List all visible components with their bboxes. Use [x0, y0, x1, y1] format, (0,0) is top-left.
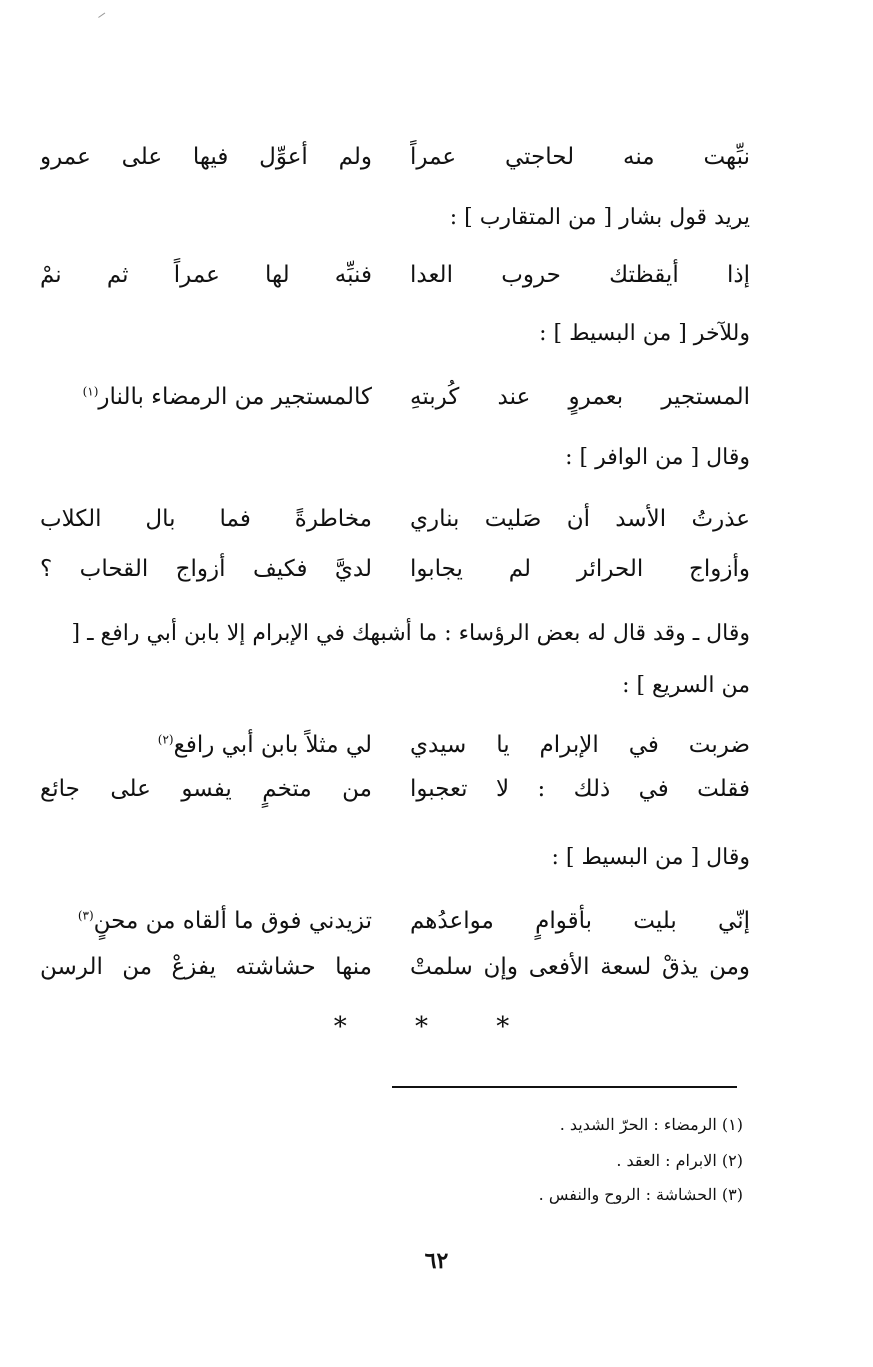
verse-couplet	[40, 374, 750, 420]
prose-intro-paragraph: وقال ـ وقد قال له بعض الرؤساء : ما أشبهك في الإبرام إلا بابن أبي رافع ـ [ من السريع ] :	[71, 621, 750, 698]
verse-second-hemistich-text: لي مثلاً بابن أبي رافع	[173, 732, 372, 758]
prose-intro-line: وقال [ من الوافر ] :	[565, 445, 750, 470]
verse-first-hemistich: ومن يذقْ لسعة الأفعى وإن سلمتْ	[410, 954, 750, 980]
verse-second-hemistich: منها حشاشته يفزعْ من الرسن	[40, 954, 372, 980]
verse-first-hemistich: نبِّهت منه لحاجتي عمراً	[410, 144, 750, 170]
verse-second-hemistich-text: كالمستجير من الرمضاء بالنار	[98, 384, 372, 410]
verse-second-hemistich	[40, 722, 372, 768]
verse-second-hemistich: ولم أعوِّل فيها على عمرو	[40, 144, 372, 170]
section-separator: * * *	[333, 1012, 540, 1042]
verse-couplet	[40, 898, 750, 944]
footnote-divider	[392, 1086, 737, 1088]
verse-couplet	[40, 546, 750, 592]
verse-first-hemistich: ضربت في الإبرام يا سيدي	[410, 732, 750, 758]
footnote-marker: (١)	[82, 384, 99, 399]
verse-first-hemistich: فقلت في ذلك : لا تعجبوا	[410, 776, 750, 802]
verse-couplet	[40, 496, 750, 542]
footnote-marker: (٢)	[157, 732, 174, 747]
prose-intro-line: وقال [ من البسيط ] :	[551, 845, 750, 870]
footnote-item: (١) الرمضاء : الحرّ الشديد .	[559, 1115, 743, 1134]
verse-first-hemistich: عذرتُ الأسد أن صَليت بناري	[410, 506, 750, 532]
footnote-marker: (٣)	[77, 908, 94, 923]
verse-second-hemistich: فنبِّه لها عمراً ثم نمْ	[40, 262, 372, 288]
prose-intro-line: وللآخر [ من البسيط ] :	[539, 321, 750, 346]
page-corner-mark	[98, 13, 110, 25]
verse-couplet	[40, 252, 750, 298]
verse-second-hemistich: من متخمٍ يفسو على جائع	[40, 776, 372, 802]
verse-second-hemistich: لديَّ فكيف أزواج القحاب ؟	[40, 556, 372, 582]
footnote-item: (٢) الابرام : العقد .	[616, 1151, 743, 1170]
verse-couplet	[40, 722, 750, 768]
prose-intro-line: يريد قول بشار [ من المتقارب ] :	[449, 205, 750, 230]
verse-couplet	[40, 766, 750, 812]
verse-second-hemistich-text: تزيدني فوق ما ألقاه من محنٍ	[93, 908, 372, 934]
verse-first-hemistich: وأزواج الحرائر لم يجابوا	[410, 556, 750, 582]
verse-second-hemistich	[40, 898, 372, 944]
verse-couplet	[40, 944, 750, 990]
verse-first-hemistich: إنّي بليت بأقوامٍ مواعدُهم	[410, 908, 750, 934]
page-number: ٦٢	[424, 1248, 449, 1274]
verse-second-hemistich	[40, 374, 372, 420]
verse-first-hemistich: المستجير بعمروٍ عند كُربتهِ	[410, 384, 750, 410]
verse-couplet	[40, 134, 750, 180]
verse-second-hemistich: مخاطرةً فما بال الكلاب	[40, 506, 372, 532]
verse-first-hemistich: إذا أيقظتك حروب العدا	[410, 262, 750, 288]
footnote-item: (٣) الحشاشة : الروح والنفس .	[538, 1185, 743, 1204]
